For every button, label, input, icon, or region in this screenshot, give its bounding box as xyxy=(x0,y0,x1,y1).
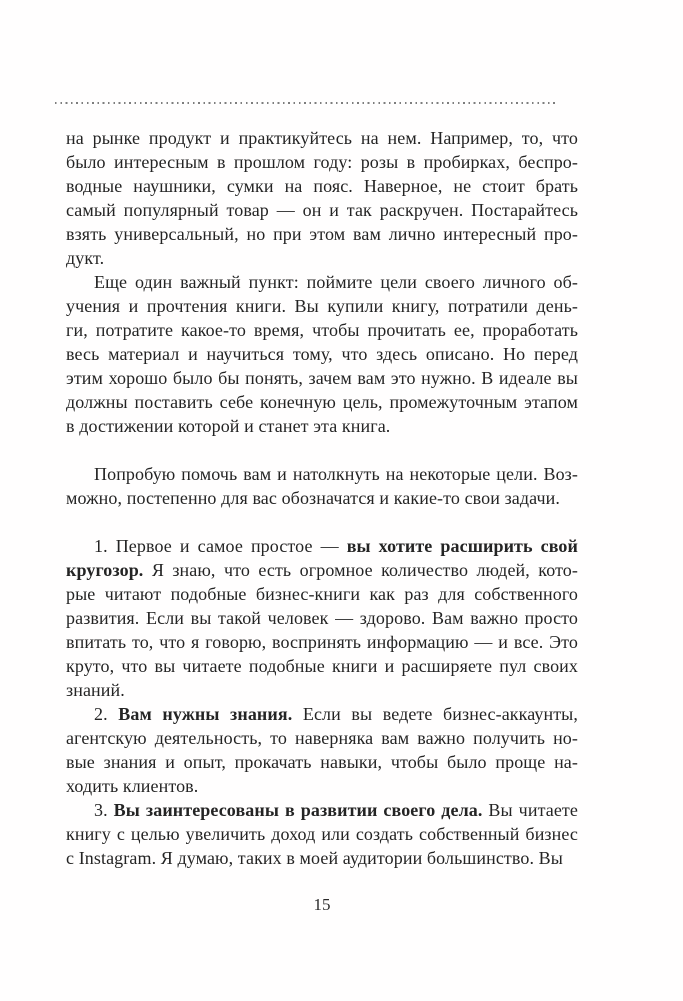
text-run: 1. Первое и самое простое — xyxy=(94,536,347,556)
text-run: ходить клиентов. xyxy=(66,776,199,796)
paragraph xyxy=(66,270,578,438)
text-run: 3. xyxy=(94,800,114,820)
text-line xyxy=(66,366,578,390)
text-line xyxy=(66,222,578,246)
paragraph xyxy=(66,798,578,870)
text-line xyxy=(66,126,578,150)
text-line xyxy=(66,846,578,870)
text-line xyxy=(66,630,578,654)
text-line xyxy=(66,342,578,366)
text-run: с Instagram. Я думаю, таких в моей аудитории большинство. Вы xyxy=(66,848,563,868)
text-line xyxy=(66,678,578,702)
text-line xyxy=(66,318,578,342)
bold-text-run: Вам нужны знания. xyxy=(118,704,293,724)
text-run: в достижении которой и станет эта книга. xyxy=(66,416,391,436)
text-line xyxy=(66,654,578,678)
text-line xyxy=(66,414,578,438)
text-run: дукт. xyxy=(66,248,105,268)
text-run: вые знания и опыт, прокачать навыки, чтобы было проще на- xyxy=(66,752,578,772)
text-run: самый популярный товар — он и так раскручен. Постарайтесь xyxy=(66,200,578,220)
text-line xyxy=(66,462,578,486)
text-run: должны поставить себе конечную цель, промежуточным этапом xyxy=(66,392,578,412)
paragraph xyxy=(66,462,578,510)
text-run: развития. Если вы такой человек — здорово. Вам важно просто xyxy=(66,608,578,628)
text-run: Вы читаете xyxy=(482,800,578,820)
text-run: учения и прочтения книги. Вы купили книгу, потратили день- xyxy=(66,296,578,316)
text-run: Еще один важный пункт: поймите цели своего личного об- xyxy=(94,272,578,292)
bold-text-run: кругозор. xyxy=(66,560,144,580)
text-line xyxy=(66,534,578,558)
header-dotted-rule xyxy=(55,102,558,104)
text-run: взять универсальный, но при этом вам лично интересный про- xyxy=(66,224,578,244)
text-run: впитать то, что я говорю, воспринять информацию — и все. Это xyxy=(66,632,578,652)
text-run: на рынке продукт и практикуйтесь на нем. Например, то, что xyxy=(66,128,578,148)
text-line xyxy=(66,558,578,582)
text-line xyxy=(66,750,578,774)
text-line xyxy=(66,606,578,630)
text-run: ги, потратите какое-то время, чтобы прочитать ее, проработать xyxy=(66,320,578,340)
text-line xyxy=(66,774,578,798)
text-run: можно, постепенно для вас обозначатся и какие-то свои задачи. xyxy=(66,488,560,508)
text-run: рые читают подобные бизнес-книги как раз для собственного xyxy=(66,584,578,604)
text-run: водные наушники, сумки на пояс. Наверное, не стоит брать xyxy=(66,176,578,196)
text-run: весь материал и научиться тому, что здесь описано. Но перед xyxy=(66,344,578,364)
text-line xyxy=(66,582,578,606)
text-line xyxy=(66,294,578,318)
text-line xyxy=(66,390,578,414)
text-line xyxy=(66,702,578,726)
text-run: Если вы ведете бизнес-аккаунты, xyxy=(292,704,578,724)
text-line xyxy=(66,198,578,222)
text-line xyxy=(66,270,578,294)
text-run: 2. xyxy=(94,704,119,724)
text-line xyxy=(66,150,578,174)
text-run: агентскую деятельность, то наверняка вам важно получить но- xyxy=(66,728,578,748)
text-line xyxy=(66,246,578,270)
text-block xyxy=(66,126,578,870)
text-line xyxy=(66,822,578,846)
text-run: круто, что вы читаете подобные книги и расширяете пул своих xyxy=(66,656,578,676)
bold-text-run: вы хотите расширить свой xyxy=(346,536,578,556)
paragraph xyxy=(66,702,578,798)
page-number: 15 xyxy=(313,895,331,914)
paragraph xyxy=(66,534,578,702)
paragraph xyxy=(66,126,578,270)
text-run: книгу с целью увеличить доход или создать собственный бизнес xyxy=(66,824,578,844)
bold-text-run: Вы заинтересованы в развитии своего дела. xyxy=(113,800,483,820)
text-run: было интересным в прошлом году: розы в пробирках, беспро- xyxy=(66,152,578,172)
text-run: знаний. xyxy=(66,680,125,700)
text-run: Попробую помочь вам и натолкнуть на некоторые цели. Воз- xyxy=(94,464,578,484)
text-line xyxy=(66,174,578,198)
text-run: этим хорошо было бы понять, зачем вам это нужно. В идеале вы xyxy=(66,368,578,388)
text-line xyxy=(66,726,578,750)
text-line xyxy=(66,486,578,510)
text-run: Я знаю, что есть огромное количество людей, кото- xyxy=(143,560,578,580)
text-line xyxy=(66,798,578,822)
